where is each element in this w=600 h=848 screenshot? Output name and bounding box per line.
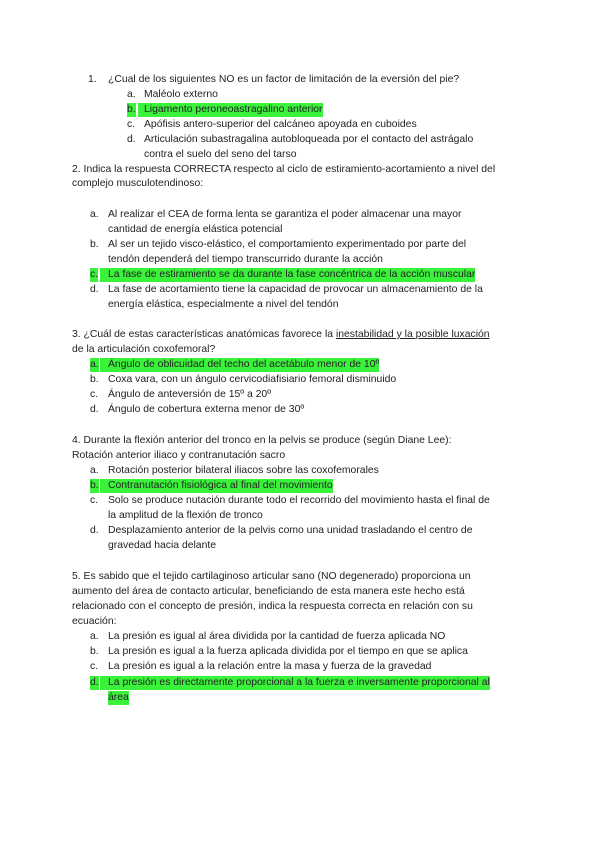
option-letter: a. xyxy=(127,89,136,100)
correct-option-text: Ligamento peroneoastragalino anterior xyxy=(138,103,323,117)
option-letter: b. xyxy=(90,374,99,385)
option-text: Ángulo de anteversión de 15º a 20º xyxy=(108,389,271,400)
question-text-cont: complejo musculotendinoso: xyxy=(72,178,204,189)
question-text-cont: Rotación anterior iliaco y contranutación sacro xyxy=(72,450,286,461)
option-text-cont: tendón dependerá del tiempo transcurrido durante la acción xyxy=(108,254,383,265)
option-text: Solo se produce nutación durante todo el recorrido del movimiento hasta el final de xyxy=(108,495,490,506)
option-letter-correct: a. xyxy=(90,359,99,370)
option-text: Al realizar el CEA de forma lenta se garantiza el poder almacenar una mayor xyxy=(108,209,462,220)
correct-option-text-cont: área xyxy=(108,692,129,703)
question-text: 5. Es sabido que el tejido cartilaginoso articular sano (NO degenerado) proporciona un xyxy=(72,571,471,582)
option-letter: d. xyxy=(90,525,99,536)
option-letter: a. xyxy=(90,465,99,476)
question-text xyxy=(72,328,490,342)
correct-option-text: La fase de estiramiento se da durante la fase concéntrica de la acción muscular xyxy=(100,268,475,282)
question-number: 1. xyxy=(88,74,97,85)
question-text: 4. Durante la flexión anterior del tronco en la pelvis se produce (según Diane Lee): xyxy=(72,435,452,446)
option-text: Rotación posterior bilateral iliacos sobre las coxofemorales xyxy=(108,465,379,476)
option-letter-correct: d. xyxy=(90,677,99,688)
option-text-cont: gravedad hacia delante xyxy=(108,540,217,551)
option-text: Articulación subastragalina autobloqueada por el contacto del astrágalo xyxy=(144,134,474,145)
option-letter: a. xyxy=(90,631,99,642)
question-text-cont: relacionado con el concepto de presión, indica la respuesta correcta en relación con su xyxy=(72,601,473,612)
option-letter-correct: b. xyxy=(90,480,99,491)
option-letter: d. xyxy=(90,284,99,295)
option-letter: b. xyxy=(90,646,99,657)
option-text: Apófisis antero-superior del calcáneo apoyada en cuboides xyxy=(144,119,417,130)
correct-option-text: Contranutación fisiológica al final del movimiento xyxy=(100,479,333,493)
question-text-cont: de la articulación coxofemoral? xyxy=(72,344,216,355)
question-text-cont: ecuación: xyxy=(72,616,117,627)
option-text: Desplazamiento anterior de la pelvis como una unidad trasladando el centro de xyxy=(108,525,473,536)
option-letter: d. xyxy=(90,404,99,415)
question-text: ¿Cual de los siguientes NO es un factor de limitación de la eversión del pie? xyxy=(108,74,460,85)
option-letter-correct: c. xyxy=(90,269,99,280)
question-text: 2. Indica la respuesta CORRECTA respecto al ciclo de estiramiento-acortamiento a nivel del xyxy=(72,164,496,175)
option-letter-correct: b. xyxy=(127,104,136,115)
underlined-phrase: inestabilidad y la posible luxación xyxy=(335,329,490,340)
option-text-cont: cantidad de energía elástica potencial xyxy=(108,224,283,235)
option-letter: c. xyxy=(127,119,136,130)
option-text: Ángulo de cobertura externa menor de 30º xyxy=(108,404,305,415)
option-text-cont: energía elástica, especialmente a nivel del tendón xyxy=(108,299,339,310)
option-letter: c. xyxy=(90,495,99,506)
question-text-part: 3. ¿Cuál de estas características anatómicas favorece la xyxy=(72,329,336,340)
correct-option-text: Ángulo de oblicuidad del techo del acetábulo menor de 10º xyxy=(100,358,379,372)
question-text-cont: aumento del área de contacto articular, beneficiando de esta manera este hecho está xyxy=(72,586,465,597)
option-letter: a. xyxy=(90,209,99,220)
option-letter: b. xyxy=(90,239,99,250)
option-letter: d. xyxy=(127,134,136,145)
option-text: Maléolo externo xyxy=(144,89,218,100)
option-letter: c. xyxy=(90,389,99,400)
option-text: La presión es igual al área dividida por la cantidad de fuerza aplicada NO xyxy=(108,631,446,642)
option-text: La fase de acortamiento tiene la capacidad de provocar un almacenamiento de la xyxy=(108,284,483,295)
option-letter: c. xyxy=(90,661,99,672)
option-text: La presión es igual a la fuerza aplicada dividida por el tiempo en que se aplica xyxy=(108,646,468,657)
option-text: Coxa vara, con un ángulo cervicodiafisiario femoral disminuido xyxy=(108,374,397,385)
correct-option-text: La presión es directamente proporcional a la fuerza e inversamente proporcional al xyxy=(100,676,490,690)
option-text: La presión es igual a la relación entre la masa y fuerza de la gravedad xyxy=(108,661,432,672)
option-text-cont: contra el suelo del seno del tarso xyxy=(144,149,297,160)
option-text: Al ser un tejido visco-elástico, el comportamiento experimentado por parte del xyxy=(108,239,467,250)
option-text-cont: la amplitud de la flexión de tronco xyxy=(108,510,263,521)
